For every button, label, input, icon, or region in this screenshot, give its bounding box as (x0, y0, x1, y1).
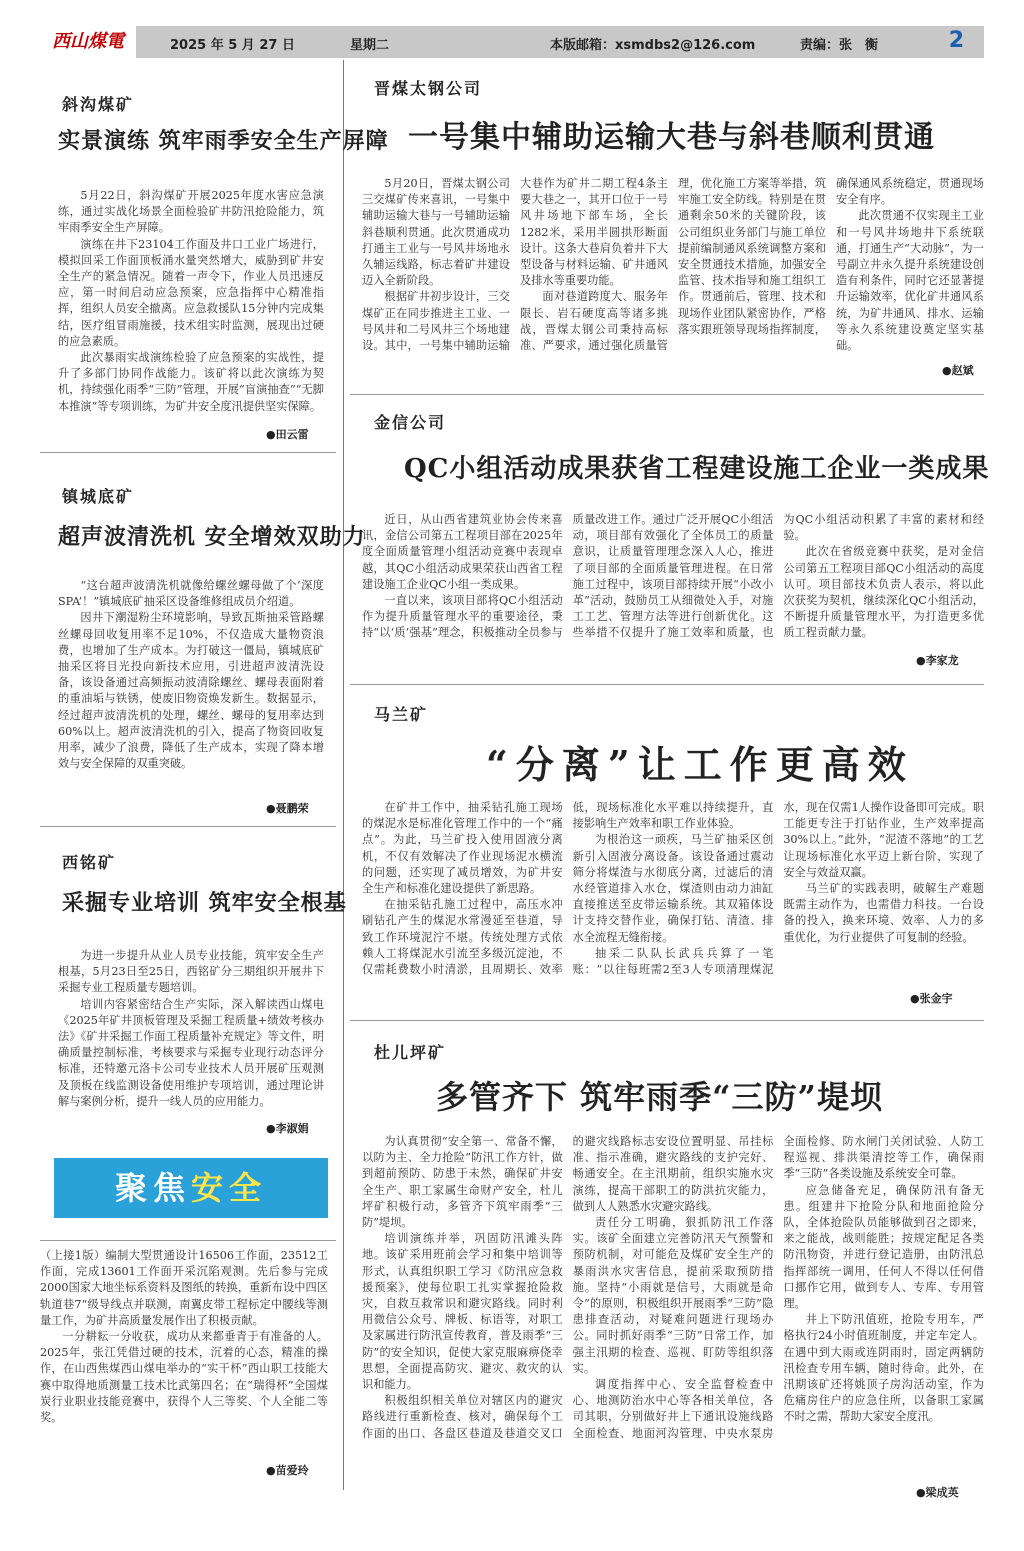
paragraph: 积极组织相关单位对辖区内的避灾路线进行重新检查、核对，确保每个工作面的出口、各盘区巷道及巷道交叉口的避灾线路标志安设位置明显、吊挂标准、指示准确，避灾路线的支护完好、畅通安全。在主汛期前，组织实施水灾演练，提高干部职工的防洪抗灾能力，做到人人熟悉水灾避灾路线。 (362, 1135, 774, 1440)
paragraph: 井上下防汛值班，抢险专用车，严格执行24小时值班制度，并定车定人。在遇中到大雨或连阴雨时，固定两辆防汛检查专用车辆，随时待命。此外，在汛期该矿还将姚顶子房沟活动室，作为危痛房住户的应急住所，以备职工家属不时之需，帮助大家安全度汛。 (783, 1313, 984, 1424)
article-title-jinmei: 一号集中辅助运输大巷与斜巷顺利贯通 (408, 120, 935, 155)
column-divider (343, 60, 344, 1490)
article-author: ●李淑娟 (266, 1122, 309, 1135)
paragraph: 面对巷道跨度大、服务年限长、岩石硬度高等诸多挑战，晋煤太钢公司秉持高标准、严要求，通过强化质量管理，优化施工方案等举措，筑牢施工安全防线。特别是在贯通剩余50米的关键阶段，该公司组织业务部门与施工单位提前编制通风系统调整方案和安全贯通技术措施，加强安全监管、技术指导和施工组织工作。贯通前后，管理、技术和现场作业团队紧密协作，严格落实跟班领导现场指挥制度，确保通风系统稳定，贯通现场安全有序。 (520, 177, 984, 353)
paragraph: 此次在省级竞赛中获奖，是对金信公司第五工程项目部QC小组活动的高度认可。项目部技术负责人表示，将以此次获奖为契机，继续深化QC小组活动，不断提升质量管理水平，为打造更多优质工程贡献力量。 (783, 545, 984, 640)
article-body-jinxin (362, 512, 984, 664)
article-body-duerping (362, 1134, 984, 1480)
article-author: ●田云雷 (266, 428, 309, 441)
paragraph: 为根治这一顽疾，马兰矿抽采区创新引入固液分离设备。该设备通过震动筛分将煤渣与水彻底分离，过滤后的清水经管道排入水仓，煤渣则由动力油缸直接推送至皮带运输系统。其双箱体设计支持交替作业，确保打钻、清渣、排水全流程无缝衔接。 (572, 833, 774, 944)
banner-text-safety: 安全 (191, 1169, 268, 1207)
article-author: ●苗爱玲 (266, 1464, 309, 1477)
section-label-jinxin: 金信公司 (374, 413, 447, 432)
article-author: ●聂鹏荣 (266, 802, 309, 815)
article-body-jinmei (362, 176, 984, 374)
page-editor: 责编：张 衡 (800, 38, 879, 53)
editor-email: 本版邮箱：xsmdbs2@126.com (550, 38, 756, 53)
paragraph: 近日，从山西省建筑业协会传来喜讯，金信公司第五工程项目部在2025年度全面质量管理小组活动竞赛中表现卓越，其QC小组活动成果荣获山西省工程建设施工企业QC小组一类成果。 (362, 513, 563, 591)
banner-text-focus: 聚焦 (114, 1169, 191, 1207)
paragraph: 培训内容紧密结合生产实际，深入解读西山煤电《2025年矿井顶板管理及采掘工程质量+绩效考核办法》《矿井采掘工作面工程质量补充规定》等文件，明确质量控制标准，考核要求与采掘专业现行动态评分标准，还特邀元洛卡公司专业技术人员开展矿压观测及顶板在线监测设备使用维护专项培训，通过理论讲解与案例分析，提升一线人员的应用能力。 (58, 997, 324, 1108)
paragraph: 抽采二队队长武兵兵算了一笔账：“以往每班需2至3人专项清理煤泥水，现在仅需1人操作设备即可完成。职工能更专注于打钻作业，生产效率提高30%以上。”此外，“泥渣不落地”的工艺让现场标准化水平迈上新台阶，实现了安全与效益双赢。 (572, 801, 984, 977)
divider (40, 826, 336, 827)
article-body-zhenchengdi (58, 578, 324, 772)
article-author: ●张金宇 (910, 992, 953, 1005)
divider (40, 452, 336, 453)
section-label-ximing: 西铭矿 (62, 853, 117, 872)
paragraph: 培训演练并举，巩固防汛滩头阵地。该矿采用班前会学习和集中培训等形式，认真组织职工学习《防汛应急救援预案》，使每位职工扎实掌握抢险救灾，自救互救常识和避灾路线。同时利用微信公众号、牌板、标语等，对职工及家属进行防汛宣传教育，普及雨季“三防”的安全知识，促使大家克服麻痹侥幸思想，全面提高防灾、避灾、救灾的认识和能力。 (362, 1232, 563, 1392)
weekday: 星期二 (350, 38, 390, 53)
paragraph: 根据矿井初步设计，三交煤矿正在同步推进主工业、一号风井和二号风井三个场地建设。其中，一号集中辅助运输大巷作为矿井二期工程4条主要大巷之一，其开口位于一号风井场地下部车场，全长1282米，采用半圆拱形断面设计。这条大巷肩负着井下大型设备与材料运输、矿井通风及排水等重要功能。 (362, 177, 668, 353)
article-title-malan: “分离”让工作更高效 (486, 742, 914, 787)
paragraph: 责任分工明确，狠抓防汛工作落实。该矿全面建立完善防汛天气预警和预防机制，对可能危及煤矿安全生产的暴雨洪水灾害信息，提前采取预防措施。坚持“小雨就是信号，大雨就是命令”的原则，积极组织开展雨季“三防”隐患排查活动，对疑难问题进行现场办公。同时抓好雨季“三防”日常工作，加强主汛期的检查、巡视、盯防等组织落实。 (572, 1216, 774, 1375)
article-title-jinxin: QC小组活动成果获省工程建设施工企业一类成果 (404, 454, 990, 484)
article-body-continued (40, 1248, 328, 1426)
article-body-malan (362, 800, 984, 1000)
newspaper-logo: 西山煤電 (40, 26, 136, 58)
article-author: ●梁成英 (916, 1486, 959, 1499)
section-label-malan: 马兰矿 (374, 705, 429, 724)
paragraph: 演练在井下23104工作面及井口工业广场进行，模拟回采工作面顶板涌水量突然增大，威胁到矿井安全生产的紧急情况。随着一声令下，作业人员迅速反应，第一时间启动应急预案，应急指挥中心精准指挥，组织人员安全撤离。应急救援队15分钟内完成集结，医疗组冒雨施援，技术组实时监测，展现出过硬的应急素质。 (58, 237, 324, 348)
section-label-jinmei: 晋煤太钢公司 (374, 79, 483, 98)
paragraph: （上接1版）编制大型贯通设计16506工作面，23512工作面，完成13601工作面开采沉陷观测。先后参与完成2000国家大地坐标系资料及图纸的转换，重新布设中四区轨道巷7“级导线点并联测，南翼皮带工程标定中腰线等测量工作，为矿井高质量发展作出了积极贡献。 (40, 1249, 328, 1327)
divider (350, 1020, 984, 1021)
paragraph: 一直以来，该项目部将QC小组活动作为提升质量管理水平的重要途径，秉持“以‘质’强基”理念，积极推动全员参与质量改进工作。通过广泛开展QC小组活动，项目部有效强化了全体员工的质量意识，让质量管理理念深入人心，推进了项目部的全面质量管理进程。在日常施工过程中，该项目部持续开展“小改小革”活动，鼓励员工从细微处入手，对施工工艺、管理方法等进行创新优化。这些举措不仅提升了施工效率和质量，也为QC小组活动积累了丰富的素材和经验。 (362, 513, 984, 640)
issue-date: 2025 年 5 月 27 日 (170, 38, 295, 53)
divider (350, 684, 984, 685)
paragraph: 因井下潮湿粉尘环境影响，导致瓦斯抽采管路螺丝螺母回收复用率不足10%，不仅造成大量物资浪费，也增加了生产成本。为打破这一僵局，镇城底矿抽采区将目光投向新技术应用，引进超声波清洗设备，该设备通过高频振动波清除螺丝、螺母表面附着的重油垢与铁锈，使废旧物资焕发新生。数据显示，经过超声波清洗机的处理，螺丝、螺母的复用率达到60%以上。超声波清洗机的引入，提高了物资回收复用率，减少了浪费，降低了生产成本，实现了降本增效与安全保障的双重突破。 (58, 611, 324, 771)
paragraph: 此次贯通不仅实现主工业和一号风井场地井下系统联通，打通生产“大动脉”，为一号副立井永久提升系统建设创造有利条件，同时它还显著提升运输效率，优化矿井通风系统，为矿井通风、排水、运输等永久系统建设奠定坚实基础。 (836, 209, 984, 353)
paragraph: 一分耕耘一分收获，成功从来都垂青于有准备的人。2025年，张江凭借过硬的技术，沉着的心态，精准的操作，在山西焦煤西山煤电举办的“实干杯”西山职工技能大赛中取得地质测量工技术比武第四名；在“瑞得杯”全国煤炭行业职业技能竞赛中，获得个人三等奖、个人全能二等奖。 (40, 1330, 328, 1425)
paragraph: 马兰矿的实践表明，破解生产难题既需主动作为，也需借力科技。一台设备的投入，换来环境、效率、人力的多重优化，为行业提供了可复制的经验。 (783, 882, 984, 944)
section-label-xiegou: 斜沟煤矿 (62, 95, 135, 114)
article-title-duerping: 多管齐下 筑牢雨季“三防”堤坝 (436, 1078, 883, 1116)
paragraph: 在抽采钻孔施工过程中，高压水冲刷钻孔产生的煤泥水常漫延至巷道，导致工作环境泥泞不堪。传统处理方式依赖人工将煤泥水引流至多级沉淀池，不仅需耗费数小时清淤，且周期长、效率低，现场标准化水平难以持续提升，直接影响生产效率和职工作业体验。 (362, 801, 774, 977)
article-title-ximing: 采掘专业培训 筑牢安全根基 (62, 890, 347, 916)
article-body-xiegou (58, 188, 324, 415)
paragraph: 应急储备充足，确保防汛有备无患。组建井下抢险分队和地面抢险分队，全体抢险队员能够做到召之即来，来之能战，战则能胜；按规定配足各类防汛物资，并进行登记造册，由防汛总指挥部统一调用，任何人不得以任何借口挪作它用，做到专人、专库、专用管理。 (783, 1183, 984, 1311)
divider (350, 394, 984, 395)
page-number: 2 (948, 28, 964, 53)
section-label-zhenchengdi: 镇城底矿 (62, 487, 135, 506)
focus-safety-banner (54, 1158, 328, 1218)
page-header (40, 26, 984, 58)
paragraph: 5月22日，斜沟煤矿开展2025年度水害应急演练，通过实战化场景全面检验矿井防汛抢险能力，筑牢雨季安全生产屏障。 (58, 189, 324, 235)
paragraph: 在矿井工作中，抽采钻孔施工现场的煤泥水是标准化管理工作中的一个“痛点”。为此，马兰矿投入使用固液分离机，不仅有效解决了作业现场泥水横流的问题，还实现了减员增效，为矿井安全生产和标准化建设提供了新思路。 (362, 801, 563, 896)
paragraph: 为进一步提升从业人员专业技能，筑牢安全生产根基，5月23日至25日，西铭矿分三期组织开展井下采掘专业工程质量专题培训。 (58, 949, 324, 995)
section-label-duerping: 杜儿坪矿 (374, 1043, 447, 1062)
article-title-zhenchengdi: 超声波清洗机 安全增效双助力 (58, 524, 366, 550)
article-author: ●赵斌 (942, 364, 974, 377)
article-title-xiegou: 实景演练 筑牢雨季安全生产屏障 (58, 128, 389, 154)
paragraph: 为认真贯彻“安全第一、常备不懈，以防为主、全力抢险”防汛工作方针，做到超前预防、防患于未然，确保矿井安全生产、职工家属生命财产安全，杜儿坪矿积极行动，多管齐下筑牢雨季“三防”堤坝。 (362, 1135, 563, 1230)
paragraph: 此次暴雨实战演练检验了应急预案的实战性，提升了多部门协同作战能力。该矿将以此次演练为契机，持续强化雨季“三防”管理，开展“盲演抽查”“无脚本推演”等专项训练，为矿井安全度汛提供坚实保障。 (58, 351, 324, 413)
divider (40, 1240, 336, 1241)
paragraph: “这台超声波清洗机就像给螺丝螺母做了个‘深度SPA’！”镇城底矿抽采区设备维修组成员介绍道。 (58, 579, 324, 609)
article-body-ximing (58, 948, 324, 1110)
paragraph: 5月20日，晋煤太钢公司三交煤矿传来喜讯，一号集中辅助运输大巷与一号辅助运输斜巷顺利贯通。此次贯通成功打通主工业与一号风井场地永久辅运线路，标志着矿井建设迈入全新阶段。 (362, 177, 510, 288)
article-author: ●李家龙 (916, 654, 959, 667)
paragraph: 调度指挥中心、安全监督检查中心、地测防治水中心等各相关单位，各司其职，分别做好井上下通讯设施线路全面检查、地面河沟管理、中央水泵房全面检修、防水闸门关闭试验、人防工程巡视、排洪渠清挖等工作，确保雨季“三防”各类设施及系统安全可靠。 (572, 1135, 984, 1440)
